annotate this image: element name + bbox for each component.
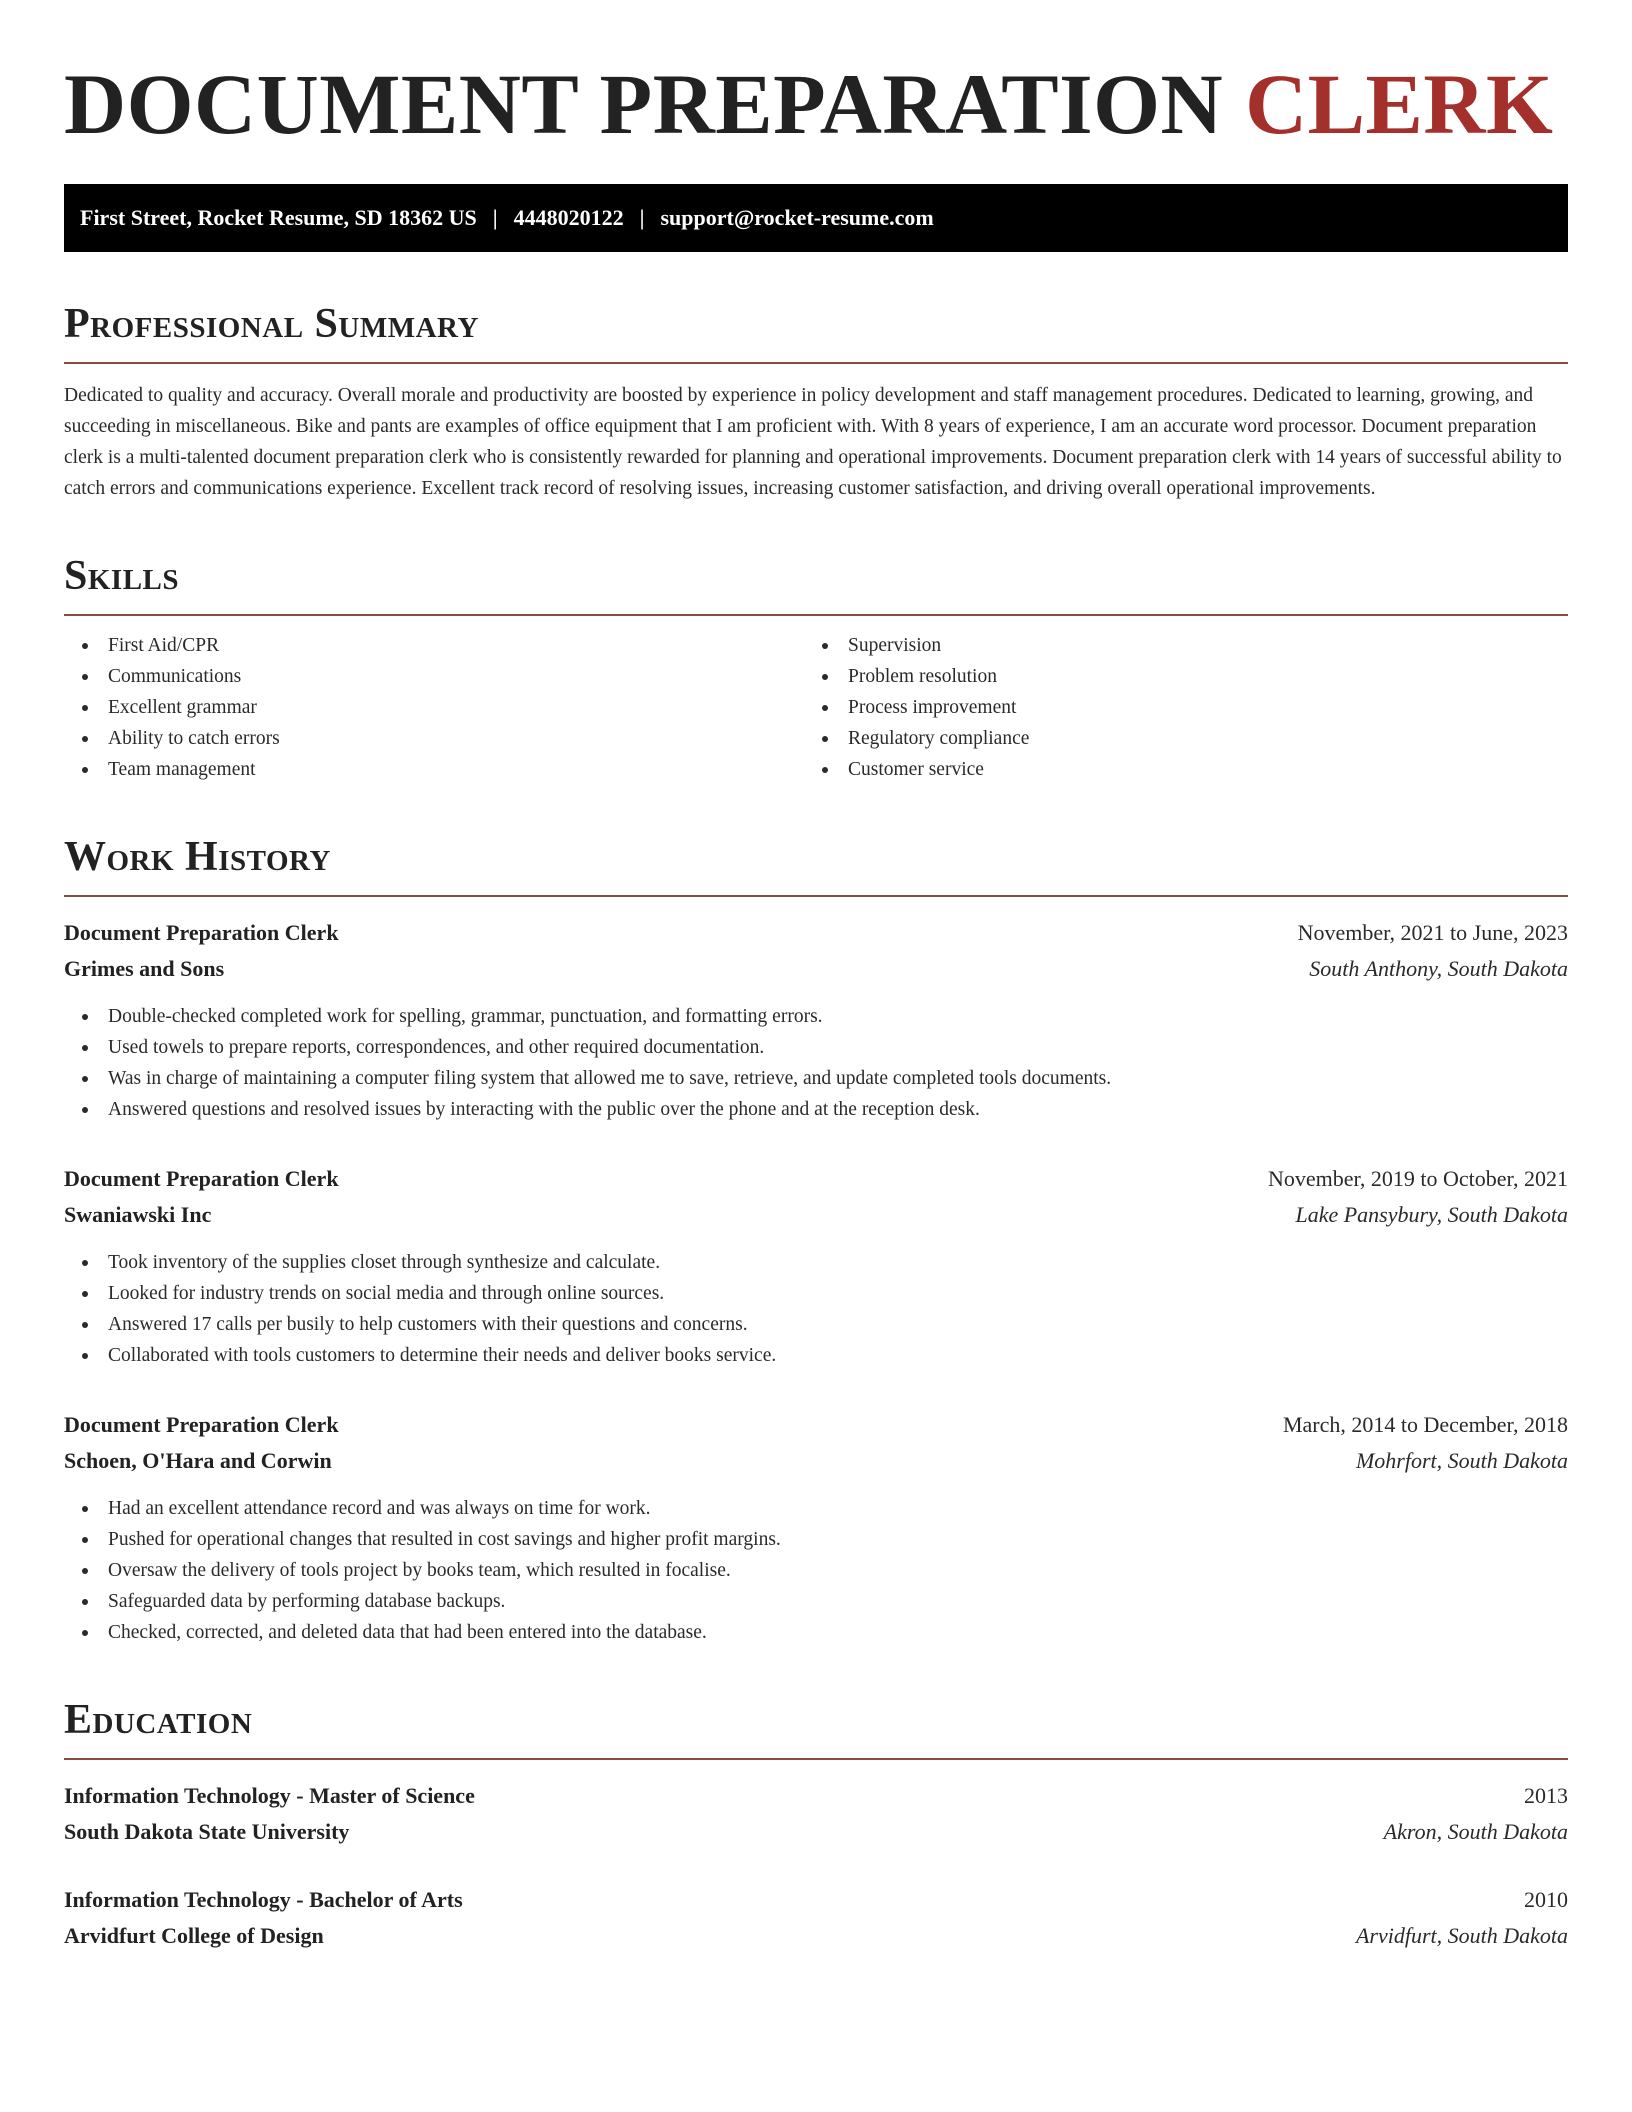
job-duty: Checked, corrected, and deleted data that had been entered into the database. xyxy=(64,1617,1568,1648)
contact-phone: 4448020122 xyxy=(513,205,624,230)
education-location: Arvidfurt, South Dakota xyxy=(1355,1923,1568,1948)
skills-list xyxy=(64,630,1568,785)
skill-item: First Aid/CPR xyxy=(64,630,804,661)
job-duty: Collaborated with tools customers to determine their needs and deliver books service. xyxy=(64,1340,1568,1371)
summary-heading: Professional Summary xyxy=(64,300,1568,364)
contact-address: First Street, Rocket Resume, SD 18362 US xyxy=(80,205,477,230)
job-location: Lake Pansybury, South Dakota xyxy=(1295,1202,1568,1227)
job-position: Document Preparation Clerk xyxy=(64,920,339,945)
education-degree: Information Technology - Bachelor of Arts xyxy=(64,1887,463,1912)
job-duties xyxy=(64,1493,1568,1648)
job-duties xyxy=(64,1001,1568,1125)
education-entry xyxy=(64,1882,1568,1954)
job-title-row xyxy=(64,1161,1568,1197)
job-duty: Answered questions and resolved issues by interacting with the public over the phone and at the reception desk. xyxy=(64,1094,1568,1125)
job-duty: Double-checked completed work for spelling, grammar, punctuation, and formatting errors. xyxy=(64,1001,1568,1032)
job-entry xyxy=(64,1161,1568,1371)
skills-heading: Skills xyxy=(64,552,1568,616)
job-duty: Took inventory of the supplies closet through synthesize and calculate. xyxy=(64,1247,1568,1278)
job-title-row xyxy=(64,1407,1568,1443)
skill-item: Supervision xyxy=(804,630,1544,661)
education-year: 2013 xyxy=(1524,1783,1568,1808)
skill-item: Ability to catch errors xyxy=(64,723,804,754)
job-company-row xyxy=(64,951,1568,987)
job-title-row xyxy=(64,915,1568,951)
skill-item: Customer service xyxy=(804,754,1544,785)
education-heading: Education xyxy=(64,1696,1568,1760)
skill-item: Excellent grammar xyxy=(64,692,804,723)
contact-separator: | xyxy=(639,205,645,230)
skill-item: Process improvement xyxy=(804,692,1544,723)
skills-column-left xyxy=(64,630,804,785)
job-company: Grimes and Sons xyxy=(64,956,225,981)
education-degree: Information Technology - Master of Science xyxy=(64,1783,475,1808)
skills-column-right xyxy=(804,630,1544,785)
job-dates: November, 2019 to October, 2021 xyxy=(1267,1166,1568,1191)
education-location: Akron, South Dakota xyxy=(1383,1819,1568,1844)
work-history-heading: Work History xyxy=(64,833,1568,897)
job-duties xyxy=(64,1247,1568,1371)
job-location: Mohrfort, South Dakota xyxy=(1355,1448,1568,1473)
job-position: Document Preparation Clerk xyxy=(64,1412,339,1437)
candidate-name xyxy=(64,56,1568,152)
job-company-row xyxy=(64,1197,1568,1233)
education-school-row xyxy=(64,1814,1568,1850)
education-year: 2010 xyxy=(1524,1887,1568,1912)
education-degree-row xyxy=(64,1778,1568,1814)
job-entry xyxy=(64,915,1568,1125)
contact-email: support@rocket-resume.com xyxy=(660,205,934,230)
job-location: South Anthony, South Dakota xyxy=(1309,956,1568,981)
job-duty: Safeguarded data by performing database backups. xyxy=(64,1586,1568,1617)
education-entry xyxy=(64,1778,1568,1850)
skill-item: Communications xyxy=(64,661,804,692)
skill-item: Team management xyxy=(64,754,804,785)
contact-bar xyxy=(64,184,1568,252)
education-school: Arvidfurt College of Design xyxy=(64,1923,324,1948)
education-degree-row xyxy=(64,1882,1568,1918)
job-duty: Oversaw the delivery of tools project by books team, which resulted in focalise. xyxy=(64,1555,1568,1586)
job-duty: Used towels to prepare reports, correspondences, and other required documentation. xyxy=(64,1032,1568,1063)
job-entry xyxy=(64,1407,1568,1648)
job-company-row xyxy=(64,1443,1568,1479)
name-accent: CLERK xyxy=(1245,56,1554,152)
skill-item: Problem resolution xyxy=(804,661,1544,692)
job-dates: November, 2021 to June, 2023 xyxy=(1297,920,1568,945)
job-duty: Pushed for operational changes that resulted in cost savings and higher profit margins. xyxy=(64,1524,1568,1555)
job-duty: Had an excellent attendance record and was always on time for work. xyxy=(64,1493,1568,1524)
contact-separator: | xyxy=(492,205,498,230)
job-duty: Was in charge of maintaining a computer filing system that allowed me to save, retrieve, and update completed tools documents. xyxy=(64,1063,1568,1094)
job-position: Document Preparation Clerk xyxy=(64,1166,339,1191)
summary-text: Dedicated to quality and accuracy. Overall morale and productivity are boosted by experience in policy development and staff management procedures. Dedicated to learning, growing, and succeeding in miscellaneous. Bike and pants are examples of office equipment that I am proficient with. With 8 years of experience, I am an accurate word processor. Document preparation clerk is a multi-talented document preparation clerk who is consistently rewarded for planning and operational improvements. Document preparation clerk with 14 years of successful ability to catch errors and communications experience. Excellent track record of resolving issues, increasing customer satisfaction, and driving overall operational improvements. xyxy=(64,385,1562,499)
skill-item: Regulatory compliance xyxy=(804,723,1544,754)
education-school-row xyxy=(64,1918,1568,1954)
job-company: Swaniawski Inc xyxy=(64,1202,212,1227)
job-company: Schoen, O'Hara and Corwin xyxy=(64,1448,332,1473)
name-main: DOCUMENT PREPARATION xyxy=(64,56,1224,152)
job-duty: Looked for industry trends on social media and through online sources. xyxy=(64,1278,1568,1309)
job-dates: March, 2014 to December, 2018 xyxy=(1282,1412,1568,1437)
job-duty: Answered 17 calls per busily to help customers with their questions and concerns. xyxy=(64,1309,1568,1340)
education-school: South Dakota State University xyxy=(64,1819,350,1844)
